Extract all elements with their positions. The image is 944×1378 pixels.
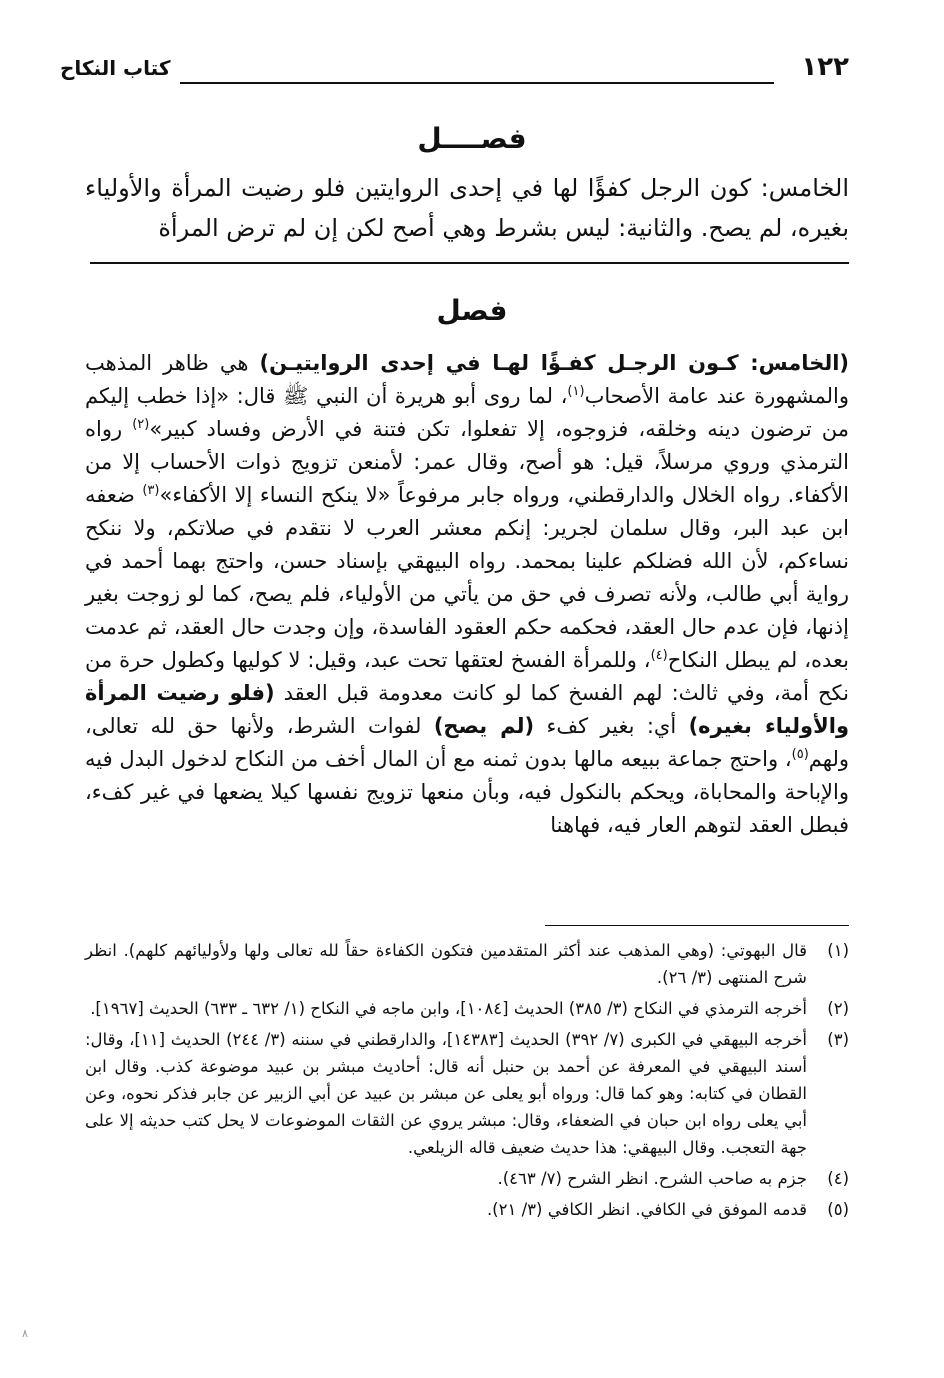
footnote (85, 1026, 849, 1161)
footnote (85, 937, 849, 991)
footnote (85, 1196, 849, 1223)
footnote-text: أخرجه الترمذي في النكاح (٣/ ٣٨٥) الحديث [١٠٨٤]، وابن ماجه في النكاح (١/ ٦٣٢ ـ ٦٣٣) الحديث [١٩٦٧]. (90, 999, 807, 1018)
footnote-text: قدمه الموفق في الكافي. انظر الكافي (٣/ ٢١). (486, 1200, 807, 1219)
sharh-text: لفوات الشرط، ولأنها حق لله تعالى، ولهم (85, 714, 849, 771)
matn-section-title: فصــــل (417, 122, 527, 155)
section-divider (90, 262, 849, 264)
sharh-text: ضعفه ابن عبد البر، وقال سلمان لجرير: إنكم معشر العرب لا نتقدم في صلاتكم، ولا ننكح نساءكم، لأن الله فضلكم علينا بمحمد. رواه البيهقي بإسناد حسن، واحتج بهما أحمد في رواية أبي طالب، ولأنه تصرف في حق من يأتي من الأولياء، فلم يصح، كما لو زوجت بغير إذنها، فإن عدم حال العقد، فحكمه حكم العقود الفاسدة، وإن وجدت حال العقد، ثم عدمت بعده، لم يبطل النكاح (85, 483, 849, 672)
footnote-ref-1[interactable]: (١) (567, 384, 585, 399)
page-number: ١٢٢ (801, 52, 849, 82)
page-header (60, 52, 849, 92)
footnotes (85, 937, 849, 1227)
footnote-text: قال البهوتي: (وهي المذهب عند أكثر المتقدمين فتكون الكفاءة حقاً لله تعالى ولها ولأوليائهم كلهم). انظر شرح المنتهى (٣/ ٢٦). (85, 941, 807, 987)
sharh-bold-phrase: (الخامس: كـون الرجـل كفـؤًا لهـا في إحدى الروايتيـن) (259, 351, 850, 375)
footnote-rule (545, 925, 849, 926)
footnote-ref-4[interactable]: (٤) (650, 648, 668, 663)
footnote-number: (٣) (827, 1030, 849, 1049)
sharh-text: ، لما روى أبو هريرة أن النبي ﷺ قال: «إذا خطب إليكم من ترضون دينه وخلقه، فزوجوه، إلا تفعلوا، تكن فتنة في الأرض وفساد كبير» (85, 384, 849, 441)
footnote-number: (٥) (827, 1200, 849, 1219)
sharh-body (85, 347, 849, 842)
footnote (85, 1165, 849, 1192)
footnote-ref-5[interactable]: (٥) (791, 747, 809, 762)
sharh-bold-phrase: (فلو رضيت المرأة والأولياء بغيره) (85, 681, 850, 738)
header-rule (180, 82, 774, 84)
sharh-text: أي: بغير كفء (534, 714, 689, 738)
footnote-ref-3[interactable]: (٣) (142, 483, 160, 498)
matn-text: الخامس: كون الرجل كفؤًا لها في إحدى الروايتين فلو رضيت المرأة والأولياء بغيره، لم يصح. والثانية: ليس بشرط وهي أصح لكن إن لم ترض المرأة (85, 174, 849, 242)
sharh-paragraph (85, 347, 849, 842)
sharh-text: ، وللمرأة الفسخ لعتقها تحت عبد، وقيل: لا كوليها وكطول حرة من نكح أمة، وفي ثالث: لهم الفسخ كما لو كانت معدومة قبل العقد (85, 648, 849, 705)
footnote-text: جزم به صاحب الشرح. انظر الشرح (٧/ ٤٦٣). (497, 1169, 807, 1188)
sharh-text: هي ظاهر المذهب والمشهورة عند عامة الأصحاب (85, 351, 850, 408)
sharh-text: رواه الترمذي وروي مرسلاً، قيل: هو أصح، وقال عمر: لأمنعن تزويج ذوات الأحساب إلا من الأكفاء. رواه الخلال والدارقطني، ورواه جابر مرفوعاً «لا ينكح النساء إلا الأكفاء» (85, 417, 849, 507)
footnote (85, 995, 849, 1022)
corner-mark: ٨ (22, 1327, 28, 1340)
footnote-number: (٤) (827, 1169, 849, 1188)
sharh-text: ، واحتج جماعة ببيعه مالها بدون ثمنه مع أن المال أخف من النكاح لدخول البدل فيه والإباحة والمحاباة، ويحكم بالنكول فيه، وبأن منعها تزويج نفسها كيلا يضعها في غير كفء، فبطل العقد لتوهم العار فيه، فهاهنا (85, 747, 849, 837)
book-title: كتاب النكاح (60, 56, 171, 80)
sharh-bold-phrase: (لم يصح) (433, 714, 535, 738)
footnote-number: (١) (827, 941, 849, 960)
footnote-number: (٢) (827, 999, 849, 1018)
footnote-text: أخرجه البيهقي في الكبرى (٧/ ٣٩٢) الحديث [١٤٣٨٣]، والدارقطني في سننه (٣/ ٢٤٤) الحديث [١١]، وقال: أسند البيهقي في المعرفة عن أحمد بن حنبل أنه قال: أحاديث مبشر بن عبيد موضوعة كذب. وقال ابن القطان في كتابه: وهو كما قال: ورواه أبو يعلى عن مبشر بن عبيد عن أبي الزبير عن جابر فذكر نحوه، وعن أبي يعلى رواه ابن حبان في الضعفاء، وقال: مبشر يروي عن الثقات الموضوعات لا يحل كتب حديثه إلا على جهة التعجب. وقال البيهقي: هذا حديث ضعيف قاله الزيلعي. (85, 1030, 807, 1157)
sharh-section-title: فصل (436, 294, 508, 327)
footnote-ref-2[interactable]: (٢) (132, 417, 150, 432)
